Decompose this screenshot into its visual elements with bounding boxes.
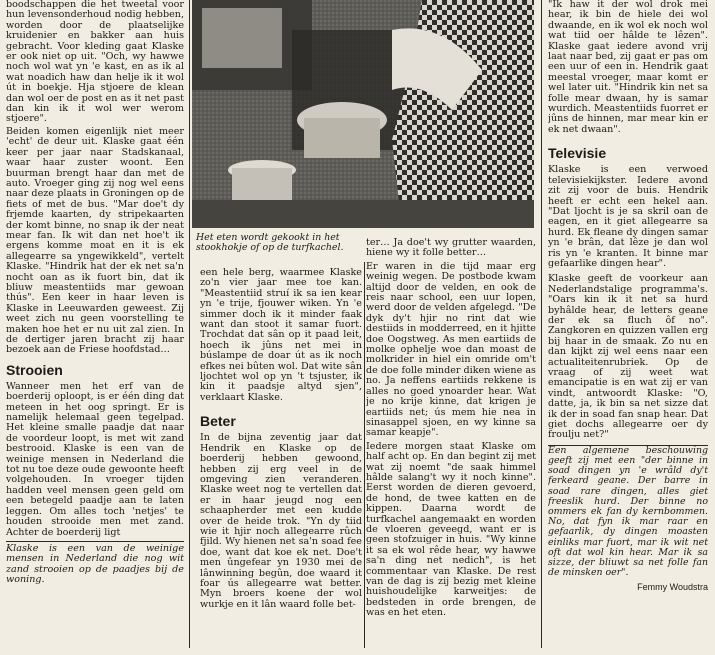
- paragraph: ter… Ja doe't wy grutter waarden, hiene wy it folle better…: [366, 238, 536, 259]
- paragraph: Klaske is een verwoed televisiekijkster. Iedere avond zit zij voor de buis. Hendrik heeft er echt een hekel aan. "Dat ljocht is je sa skril oan de eagen, en it giet allegearre sa hurd. Ek fleane dy dingen samar yn 'e brân, dat lêze je dan wol ris yn 'e kranten. It binne mar gefaarlike dingen hear".: [548, 164, 708, 269]
- boxed-quote: Een algemene beschouwing geeft zij met een "der binne in soad dingen yn 'e wrâld dy't ferkeard geane. Der barre in soad rare dingen, alles giet freeslik hurd. Der binne no ommers ek fan dy kernbommen. No, dat fyn ik mar raar en gefaarlik, dy dingen moasten einliks mar fuort, mar ik wit net oft dat wol kin hear. Mar ik sa sizze, der bliuwt sa net folle fan de minsken oer".: [548, 444, 708, 579]
- column-rule: [189, 0, 190, 648]
- section-heading-televisie: Televisie: [548, 145, 607, 162]
- paragraph: Er waren in die tijd maar erg weinig wegen. De postbode kwam altijd door de velden, en ook de reis naar school, een uur lopen, werd door de velden afgelegd. "De dyk dy't hjir no rint dat wie destiids in modderreed, en it hjitte doe Oogstweg. As men eartiids de molke ophelje woe dan moast de molkrider in hiel ein omride om't de doe folle minder diken wiene as no. Ja neffens eartiids rekkene is alles no goed ynoarder hear. Wat je no krije kinne, dat krigen je eartiids net; ús mem hie nea in sinasappel sjoen, en wy kinne sa samar keapje".: [366, 260, 536, 439]
- paragraph: een hele berg, waarmee Klaske zo'n vier jaar mee toe kan. "Meastentiid struí ik sa ien kear yn 'e trije, fjouwer wiken. Yn 'e simmer doch ik it minder faak want dan stoot it samar fuort. Trochdat dat sân op it paad leit, hoech ik jûns net mei in búslampe de doar út as ik noch efkes nei bûten wol. Dat wite sân ljochtet wol op yn 't tsjuster, ik kin it paadsje altyd sjen", verklaart Klaske.: [200, 268, 362, 403]
- paragraph: Beiden komen eigenlijk niet meer 'echt' de deur uit. Klaske gaat één keer per jaar naar Stadskanaal, waar haar zuster woont. Een buurman brengt haar dan met de auto. Vroeger ging zij nog wel eens naar deze plaats in Groningen op de fiets of met de bus. "Mar doe't dy frjemde kaarten, dy stripekaarten der komt binne, no snap ik der neat mear fan. Ik wit dan net hoe't ik ergens komme moat en it is ek allegearre sa yngewikkeld", vertelt Klaske. "Hindrik hat der ek net sa'n nocht oan as ik fuort bin, dat ik bliuw meastentiids mar gewoan thús". Een keer in haar leven is Klaske in Leeuwarden geweest. Zij weet zich nu geen voorstelling te maken hoe het er nu uit zal zien. In de dertiger jaren bracht zij haar bezoek aan de Friese hoofdstad…: [6, 125, 184, 356]
- boxed-note: Klaske is een van de weinige mensen in Nederland die nog wit zand strooien op de paadjes bij de woning.: [6, 542, 184, 586]
- photo-caption: Het eten wordt gekookt in het stookhokje of op de turfkachel.: [196, 232, 344, 254]
- paragraph: "Ik haw it der wol drok mei hear, ik bin de hiele dei wol dwaande, en ik wol ek noch wol wat tiid oer hâlde te lêzen". Klaske gaat iedere avond vrij laat naar bed, zij gaat er pas om een uur of een in. Hendrik gaat meestal vroeger, maar komt er wel later uit. "Hindrik kin net sa folle mear dwaan, hy is samar wurdich. Meastentiids fuorret er jûns de hinnen, mar mear kin er ek net dwaan".: [548, 0, 708, 135]
- column-rule: [541, 0, 542, 648]
- article-column-1: [6, 0, 184, 648]
- article-photo: [192, 0, 534, 228]
- box-rule: [548, 445, 708, 446]
- photo-illustration: [192, 0, 534, 228]
- paragraph: Klaske geeft de voorkeur aan Nederlandstalige programma's. "Oars kin ik it net sa hurd byhâlde hear, de letters geane der ek sa fluch ôf no". Zangkoren en quizzen vallen erg bij haar in de smaak. Zo nu en dan kijkt zij wel eens naar een actualiteitenrubriek. Op de vraag of zij weet wat emancipatie is en wat zij er van vindt, antwoordt Klaske: "O, datte, ja, ik bin sa net sizze dat ik der in soad fan snap hear. Dat giet dochs allegearre oer dy froulju net?": [548, 273, 708, 441]
- paragraph: In de bijna zeventig jaar dat Hendrik en Klaske op de boerderij hebben gewoond, hebben zij erg veel in de omgeving zien veranderen. Klaske weet nog te vertellen dat er in haar jeugd nog een schaapherder met een kudde over de heide trok. "Yn dy tiid wie it hjir noch allegearre rûch fjild. Wy hienen net sa'n soad fee doe, want dat koe ek net. Doe't men ûngefear yn 1930 mei de lânwinning begûn, doe waard it foar ús allegearre wat better. Myn broers koene der wol wurkje en it lân waard folle bet-: [200, 432, 362, 610]
- paragraph: boodschappen die het tweetal voor hun levensonderhoud nodig hebben, worden door de plaatselijke kruidenier en bakker aan huis gebracht. Voor kleding gaat Klaske er ook niet op uit. "Och, wy hawwe noch wol wat yn 'e kast, en as ik al wat noadich haw dan helje ik it wol út in boekje. Hja stjoere de klean dan wol oer de post en as it net past dan kin ik it wol wer werom stjoere".: [6, 0, 184, 125]
- article-column-2: [200, 268, 362, 648]
- article-column-4: [548, 0, 708, 648]
- paragraph: Wanneer men het erf van de boerderij oploopt, is er één ding dat meteen in het oog springt. Er is namelijk helemaal geen tegelpad. Het kleine smalle paadje dat naar de voordeur loopt, is met wit zand bestrooid. Klaske is een van de weinige mensen in Nederland die tot nu toe deze oude gewoonte heeft volgehouden. In vroeger tijden hadden veel mensen geen geld om een betegeld paadje aan te laten leggen. Om alles toch 'netjes' te houden strooide men met zand. Achter de boerderij ligt: [6, 380, 184, 538]
- column-rule: [364, 262, 365, 648]
- paragraph: Iedere morgen staat Klaske om half acht op. En dan begint zij met wat zij noemt "de saak himmel hâlde salang't wy it noch kinne". Eerst worden de dieren gevoerd, de hond, de twee katten en de kippen. Daarna wordt de turfkachel aangemaakt en worden de vloeren geveegd, want er is geen stofzuiger in huis. "Wy kinne it sa ek wol rêde hear, wy hawwe sa'n ding net nedich", is het commentaar van Klaske. De rest van de dag is zij bezig met kleine huishoudelijke karweitjes: de bedsteden in orde brengen, de was en het eten.: [366, 440, 536, 619]
- section-heading-beter: Beter: [200, 413, 236, 430]
- section-heading-strooien: Strooien: [6, 361, 63, 378]
- article-column-3: [366, 238, 536, 648]
- note-rule: [6, 541, 184, 542]
- author-signature: Femmy Woudstra: [637, 582, 708, 593]
